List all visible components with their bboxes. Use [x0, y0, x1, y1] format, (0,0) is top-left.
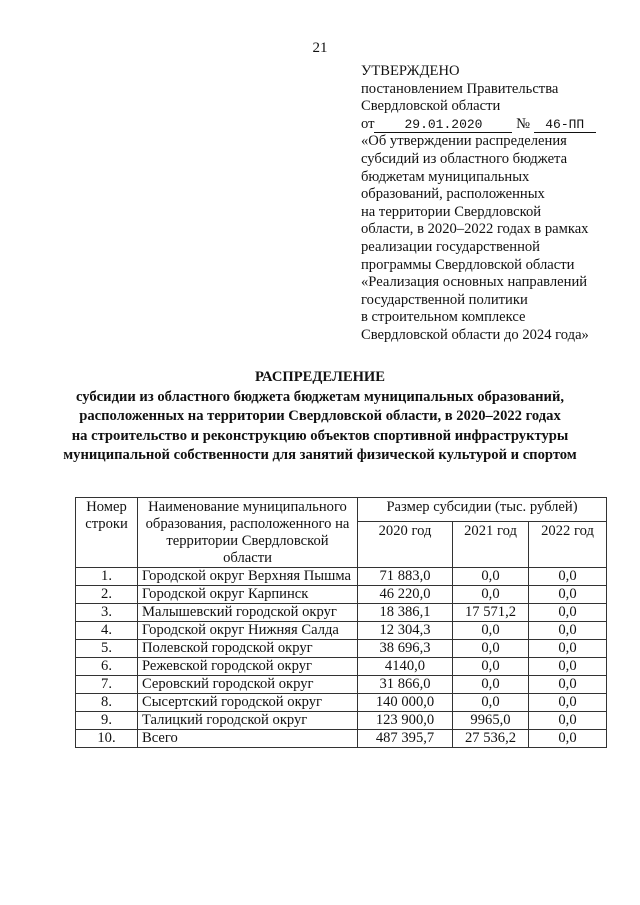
row-value-y2022: 0,0	[529, 604, 607, 622]
row-name: Городской округ Карпинск	[138, 586, 358, 604]
row-value-y2020: 38 696,3	[358, 640, 453, 658]
title-line: муниципальной собственности для занятий физической культурой и спортом	[63, 447, 577, 463]
row-value-y2022: 0,0	[529, 658, 607, 676]
row-value-y2020: 31 866,0	[358, 676, 453, 694]
row-value-y2021: 0,0	[453, 676, 529, 694]
page-number: 21	[312, 40, 328, 56]
header-year: 2022 год	[529, 522, 607, 568]
subsidy-table	[75, 497, 607, 748]
row-value-y2020: 71 883,0	[358, 568, 453, 586]
row-value-y2022: 0,0	[529, 712, 607, 730]
row-name: Сысертский городской округ	[138, 694, 358, 712]
title-line: на строительство и реконструкцию объектов спортивной инфраструктуры	[71, 427, 569, 444]
approval-line: программы Свердловской области	[361, 256, 575, 273]
row-number: 7.	[76, 676, 138, 694]
approval-line: Свердловской области до 2024 года»	[361, 326, 589, 343]
approval-line: в строительном комплексе	[361, 309, 526, 326]
row-value-y2022: 0,0	[529, 640, 607, 658]
row-value-y2020: 46 220,0	[358, 586, 453, 604]
table-row	[76, 694, 607, 712]
table-row	[76, 658, 607, 676]
approval-date-line	[361, 116, 621, 134]
row-value-y2022: 0,0	[529, 694, 607, 712]
row-number: 10.	[76, 730, 138, 748]
title-heading: РАСПРЕДЕЛЕНИЕ	[254, 369, 386, 385]
row-number: 9.	[76, 712, 138, 730]
title-line: расположенных на территории Свердловской области, в 2020–2022 годах	[79, 408, 561, 424]
approval-line: на территории Свердловской	[361, 203, 542, 220]
row-name: Режевской городской округ	[138, 658, 358, 676]
approval-line: области, в 2020–2022 годах в рамках	[361, 221, 589, 238]
approval-line: государственной политики	[361, 291, 528, 308]
title-line: субсидии из областного бюджета бюджетам муниципальных образований,	[76, 388, 564, 405]
approval-line: «Реализация основных направлений	[361, 274, 588, 291]
row-value-y2020: 4140,0	[358, 658, 453, 676]
row-value-y2021: 0,0	[453, 640, 529, 658]
row-value-y2021: 9965,0	[453, 712, 529, 730]
row-value-y2021: 0,0	[453, 658, 529, 676]
approval-number: 46-ПП	[534, 118, 596, 133]
approval-line: постановлением Правительства	[361, 80, 559, 97]
row-number: 4.	[76, 622, 138, 640]
approval-line: «Об утверждении распределения	[361, 133, 567, 150]
row-value-y2021: 27 536,2	[453, 730, 529, 748]
row-name: Всего	[138, 730, 358, 748]
row-number: 6.	[76, 658, 138, 676]
row-number: 8.	[76, 694, 138, 712]
table-row	[76, 712, 607, 730]
approval-line: субсидий из областного бюджета	[361, 150, 568, 167]
row-value-y2021: 0,0	[453, 568, 529, 586]
table-row	[76, 730, 607, 748]
row-name: Серовский городской округ	[138, 676, 358, 694]
table-row	[76, 568, 607, 586]
table-row	[76, 604, 607, 622]
row-value-y2020: 123 900,0	[358, 712, 453, 730]
row-name: Малышевский городской округ	[138, 604, 358, 622]
row-name: Городской округ Верхняя Пышма	[138, 568, 358, 586]
date-prefix: от	[361, 115, 375, 132]
table-row	[76, 622, 607, 640]
row-number: 5.	[76, 640, 138, 658]
row-value-y2021: 0,0	[453, 586, 529, 604]
row-value-y2022: 0,0	[529, 586, 607, 604]
row-name: Полевской городской округ	[138, 640, 358, 658]
approval-heading: УТВЕРЖДЕНО	[361, 63, 460, 79]
row-number: 3.	[76, 604, 138, 622]
row-name: Городской округ Нижняя Салда	[138, 622, 358, 640]
row-number: 1.	[76, 568, 138, 586]
row-value-y2021: 0,0	[453, 694, 529, 712]
row-value-y2022: 0,0	[529, 622, 607, 640]
approval-line: образований, расположенных	[361, 186, 545, 203]
header-name: Наименование муниципального образования, расположенного на территории Свердловской области	[138, 498, 358, 568]
row-value-y2022: 0,0	[529, 568, 607, 586]
row-value-y2021: 17 571,2	[453, 604, 529, 622]
approval-block	[361, 63, 621, 345]
row-value-y2020: 12 304,3	[358, 622, 453, 640]
number-prefix: №	[516, 115, 531, 132]
row-value-y2021: 0,0	[453, 622, 529, 640]
header-year: 2021 год	[453, 522, 529, 568]
row-name: Талицкий городской округ	[138, 712, 358, 730]
row-value-y2022: 0,0	[529, 730, 607, 748]
table-row	[76, 676, 607, 694]
header-subsidy: Размер субсидии (тыс. рублей)	[358, 498, 607, 522]
table-row	[76, 586, 607, 604]
header-year: 2020 год	[358, 522, 453, 568]
approval-line: бюджетам муниципальных	[361, 168, 530, 185]
header-number: Номер строки	[76, 498, 138, 568]
row-number: 2.	[76, 586, 138, 604]
row-value-y2022: 0,0	[529, 676, 607, 694]
row-value-y2020: 140 000,0	[358, 694, 453, 712]
document-title	[0, 368, 640, 466]
row-value-y2020: 487 395,7	[358, 730, 453, 748]
approval-line: Свердловской области	[361, 98, 501, 115]
approval-date: 29.01.2020	[374, 118, 512, 133]
row-value-y2020: 18 386,1	[358, 604, 453, 622]
approval-line: реализации государственной	[361, 238, 540, 255]
table-row	[76, 640, 607, 658]
